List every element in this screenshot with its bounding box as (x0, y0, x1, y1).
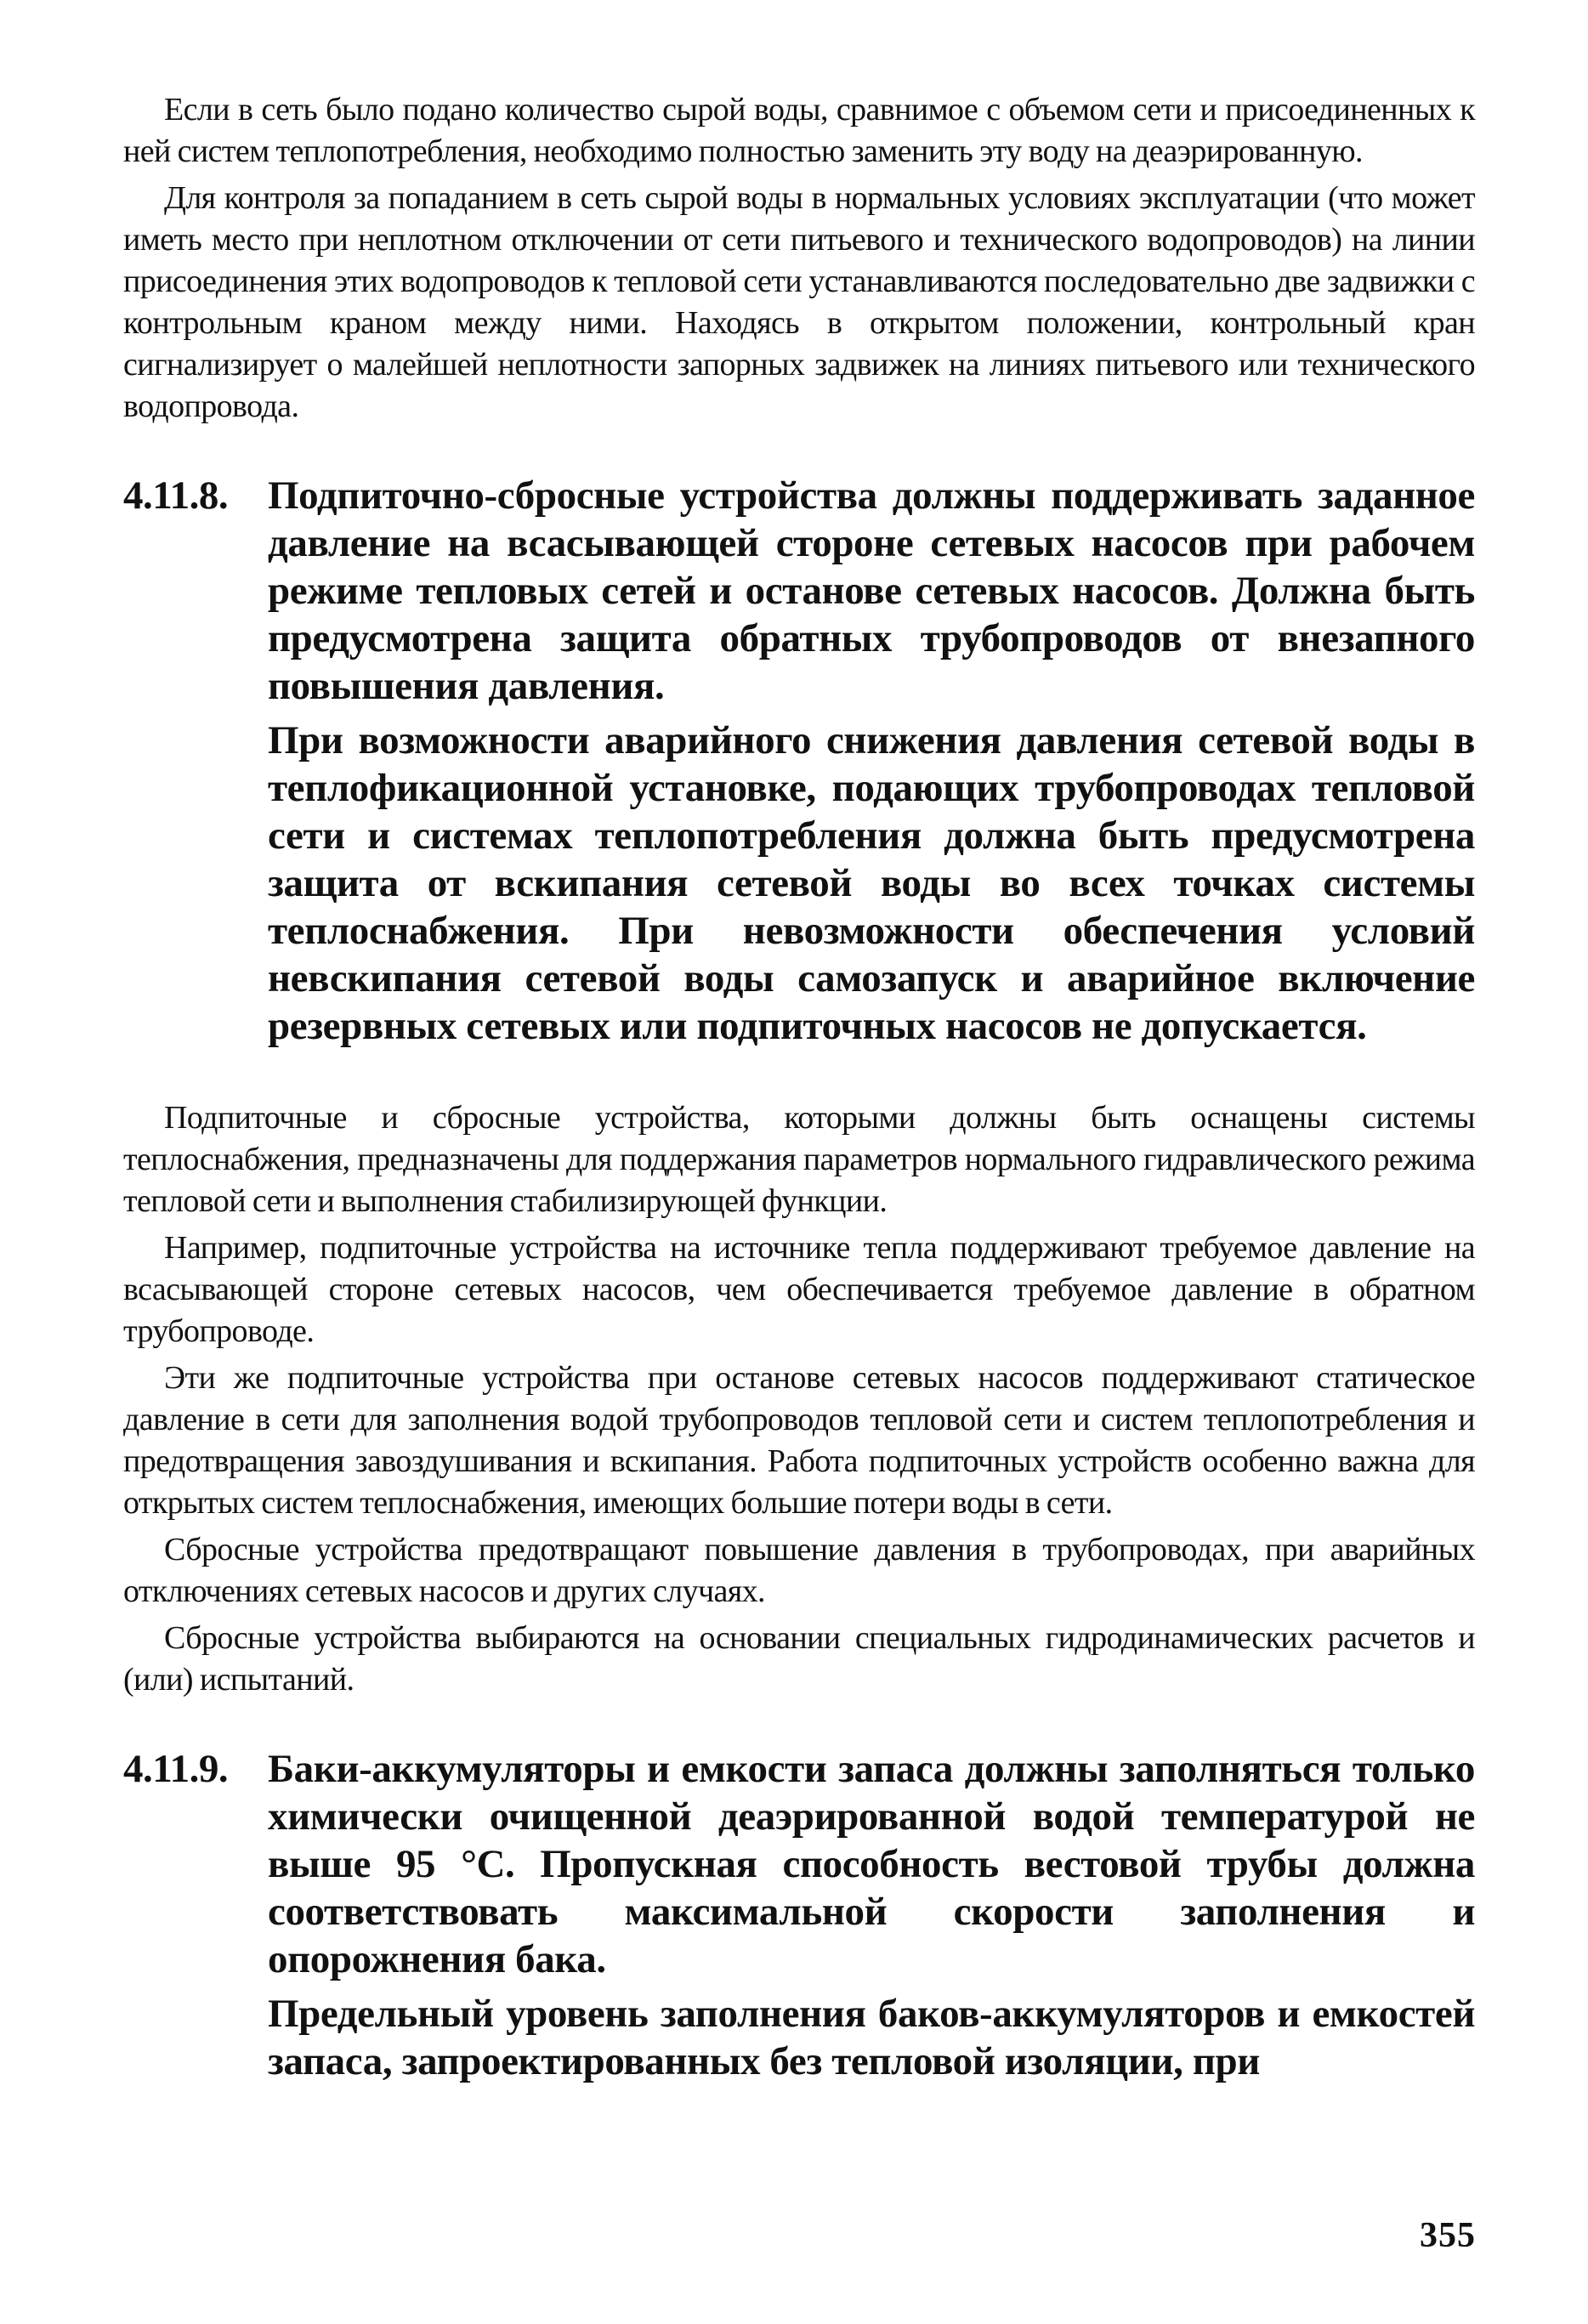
commentary-paragraph-4: Сбросные устройства предотвращают повышение давления в трубопроводах, при аварийных отключениях сетевых насосов и других случаях. (123, 1532, 1475, 1609)
page-content (123, 89, 1475, 2133)
section-number: 4.11.9. (123, 1747, 229, 1791)
commentary-paragraph-1: Подпиточные и сбросные устройства, которыми должны быть оснащены системы теплоснабжения, предназначены для поддержания параметров нормального гидравлического режима тепловой сети и выполнения стабилизирующей функции. (123, 1100, 1475, 1219)
section-paragraph-2: Предельный уровень заполнения баков-аккумуляторов и емкостей запаса, запроектированных без тепловой изоляции, при (268, 1992, 1475, 2083)
section-body (268, 472, 1475, 1057)
section-4-11-9 (123, 1745, 1475, 2092)
section-paragraph-2: При возможности аварийного снижения давления сетевой воды в теплофикационной установке, подающих трубопроводах тепловой сети и системах теплопотребления должна быть предусмотрена защита от вскипания сетевой воды во всех точках системы теплоснабжения. При невозможности обеспечения условий невскипания сетевой воды самозапуск и аварийное включение резервных сетевых или подпиточных насосов не допускается. (268, 718, 1475, 1048)
intro-paragraph-2: Для контроля за попаданием в сеть сырой воды в нормальных условиях эксплуатации (что может иметь место при неплотном отключении от сети питьевого и технического водопроводов) на линии присоединения этих водопроводов к тепловой сети устанавливаются последовательно две задвижки с контрольным краном между ними. Находясь в открытом положении, контрольный кран сигнализирует о малейшей неплотности запорных задвижек на линиях питьевого или технического водопровода. (123, 180, 1475, 424)
intro-paragraph-1: Если в сеть было подано количество сырой воды, сравнимое с объемом сети и присоединенных к ней систем теплопотребления, необходимо полностью заменить эту воду на деаэрированную. (123, 92, 1475, 169)
page-number: 355 (1420, 2216, 1476, 2255)
section-body (268, 1745, 1475, 2092)
section-number: 4.11.8. (123, 473, 229, 518)
commentary-paragraph-2: Например, подпиточные устройства на источнике тепла поддерживают требуемое давление на всасывающей стороне сетевых насосов, чем обеспечивается требуемое давление в обратном трубопроводе. (123, 1230, 1475, 1349)
section-paragraph-1: Баки-аккумуляторы и емкости запаса должны заполняться только химически очищенной деаэрированной водой температурой не выше 95 °С. Пропускная способность вестовой трубы должна соответствовать максимальной скорости заполнения и опорожнения бака. (268, 1747, 1475, 1981)
commentary-paragraph-5: Сбросные устройства выбираются на основании специальных гидродинамических расчетов и (или) испытаний. (123, 1620, 1475, 1698)
commentary-paragraph-3: Эти же подпиточные устройства при останове сетевых насосов поддерживают статическое давление в сети для заполнения водой трубопроводов тепловой сети и систем теплопотребления и предотвращения завоздушивания и вскипания. Работа подпиточных устройств особенно важна для открытых систем теплоснабжения, имеющих большие потери воды в сети. (123, 1360, 1475, 1521)
section-paragraph-1: Подпиточно-сбросные устройства должны поддерживать заданное давление на всасывающей стороне сетевых насосов при рабочем режиме тепловых сетей и останове сетевых насосов. Должна быть предусмотрена защита обратных трубопроводов от внезапного повышения давления. (268, 473, 1475, 708)
section-4-11-8 (123, 472, 1475, 1057)
